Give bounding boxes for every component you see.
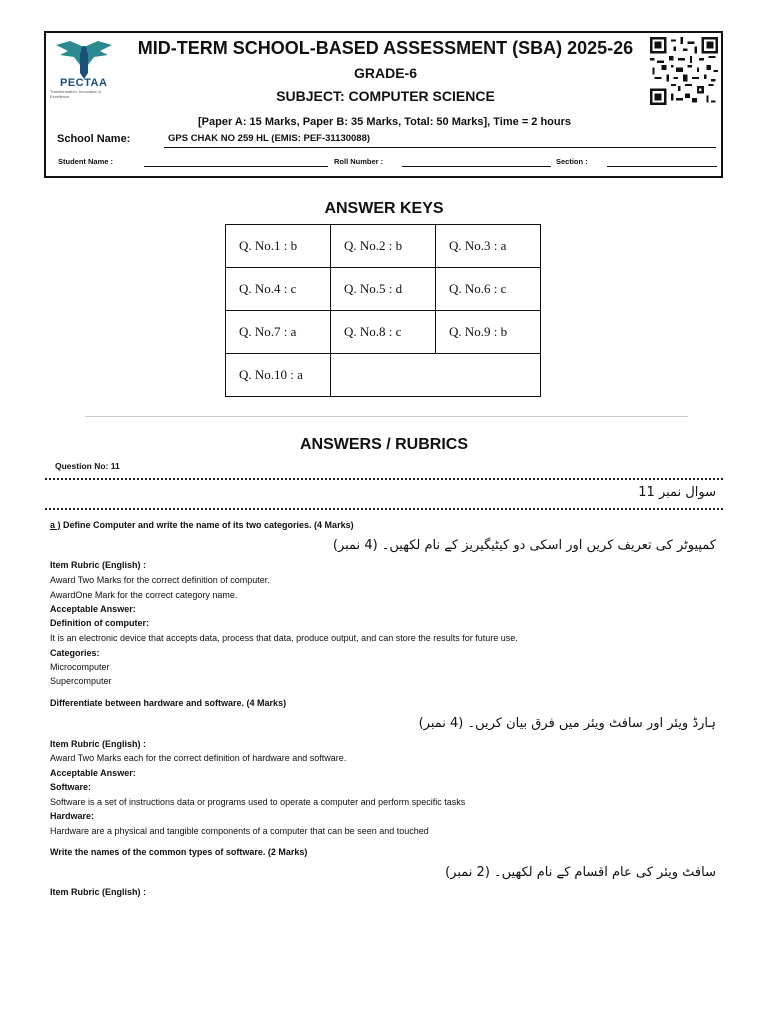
- student-name-label: Student Name :: [58, 157, 114, 166]
- part-b-acceptable-label: Acceptable Answer:: [50, 768, 136, 778]
- answer-key-cell: Q. No.8 : c: [331, 311, 436, 354]
- part-a-category-item: Supercomputer: [50, 676, 112, 686]
- answer-key-cell: Q. No.6 : c: [436, 268, 541, 311]
- part-a-prefix: a ): [50, 520, 61, 530]
- header-box: [44, 31, 723, 178]
- subject-label: SUBJECT: COMPUTER SCIENCE: [276, 88, 495, 104]
- answer-key-cell: Q. No.7 : a: [226, 311, 331, 354]
- dotted-divider: [45, 478, 723, 480]
- answer-keys-title: ANSWER KEYS: [324, 200, 444, 217]
- rubrics-title: ANSWERS / RUBRICS: [299, 436, 468, 453]
- roll-number-label: Roll Number :: [334, 157, 384, 166]
- part-a-rubric-label: Item Rubric (English) :: [50, 560, 147, 570]
- answer-key-cell: Q. No.10 : a: [226, 354, 331, 397]
- part-a-categories-label: Categories:: [50, 648, 100, 658]
- part-a-question-text: Define Computer and write the name of its two categories. (4 Marks): [60, 520, 354, 530]
- part-c-urdu-question: سافٹ ویئر کی عام اقسام کے نام لکھیں۔ (2 نمبر): [445, 865, 716, 880]
- part-b-question: Differentiate between hardware and software. (4 Marks): [50, 698, 287, 708]
- section-field[interactable]: [607, 166, 717, 167]
- part-b-rubric-label: Item Rubric (English) :: [50, 739, 147, 749]
- section-label: Section :: [556, 157, 588, 166]
- roll-number-field[interactable]: [402, 166, 551, 167]
- table-row: [226, 311, 541, 354]
- logo-wordmark: PECTAA: [60, 77, 108, 89]
- urdu-question-number: سوال نمبر 11: [638, 485, 716, 500]
- answer-key-cell: Q. No.3 : a: [436, 225, 541, 268]
- part-c-question: Write the names of the common types of software. (2 Marks): [50, 847, 308, 857]
- assessment-title: MID-TERM SCHOOL-BASED ASSESSMENT (SBA) 2025-26: [137, 38, 634, 58]
- student-name-field[interactable]: [144, 166, 328, 167]
- part-b-software-text: Software is a set of instructions data or programs used to operate a computer and perform specific tasks: [50, 797, 466, 807]
- answer-key-empty-cell: [331, 354, 541, 397]
- part-b-software-label: Software:: [50, 782, 92, 792]
- part-b-hardware-text: Hardware are a physical and tangible components of a computer that can be seen and touched: [50, 826, 429, 836]
- part-a-definition-text: It is an electronic device that accepts data, process that data, produce output, and can store the results for future use.: [50, 633, 518, 643]
- part-a-category-item: Microcomputer: [50, 662, 110, 672]
- answer-key-cell: Q. No.9 : b: [436, 311, 541, 354]
- answer-key-cell: Q. No.1 : b: [226, 225, 331, 268]
- school-name-label: School Name:: [57, 133, 131, 145]
- section-divider: [85, 416, 688, 417]
- grade-label: GRADE-6: [353, 65, 417, 81]
- part-b-rubric-line: Award Two Marks each for the correct definition of hardware and software.: [50, 753, 347, 763]
- answer-keys-table: [225, 224, 541, 397]
- part-a-rubric-line: AwardOne Mark for the correct category name.: [50, 590, 238, 600]
- part-b-urdu-question: ہارڈ ویئر اور سافٹ ویئر میں فرق بیان کریں۔ (4 نمبر): [418, 716, 716, 731]
- part-a-rubric-line: Award Two Marks for the correct definition of computer.: [50, 575, 270, 585]
- paper-info: [Paper A: 15 Marks, Paper B: 35 Marks, Total: 50 Marks], Time = 2 hours: [198, 116, 572, 128]
- part-c-rubric-label: Item Rubric (English) :: [50, 887, 147, 897]
- dotted-divider: [45, 508, 723, 510]
- table-row: [226, 268, 541, 311]
- part-a-urdu-question: کمپیوٹر کی تعریف کریں اور اسکی دو کیٹیگیریز کے نام لکھیں۔ (4 نمبر): [332, 538, 716, 553]
- logo-tagline: Transformation, Innovation & Excellence: [50, 89, 102, 99]
- answer-key-cell: Q. No.2 : b: [331, 225, 436, 268]
- school-name-value: GPS CHAK NO 259 HL (EMIS: PEF-31130088): [168, 133, 371, 144]
- answer-key-cell: Q. No.5 : d: [331, 268, 436, 311]
- table-row: [226, 354, 541, 397]
- part-a-acceptable-label: Acceptable Answer:: [50, 604, 136, 614]
- table-row: [226, 225, 541, 268]
- part-a-definition-label: Definition of computer:: [50, 618, 149, 628]
- part-b-hardware-label: Hardware:: [50, 811, 95, 821]
- school-name-underline: [164, 147, 716, 148]
- part-a-question: [50, 520, 354, 530]
- question-number: Question No: 11: [55, 461, 120, 471]
- answer-key-cell: Q. No.4 : c: [226, 268, 331, 311]
